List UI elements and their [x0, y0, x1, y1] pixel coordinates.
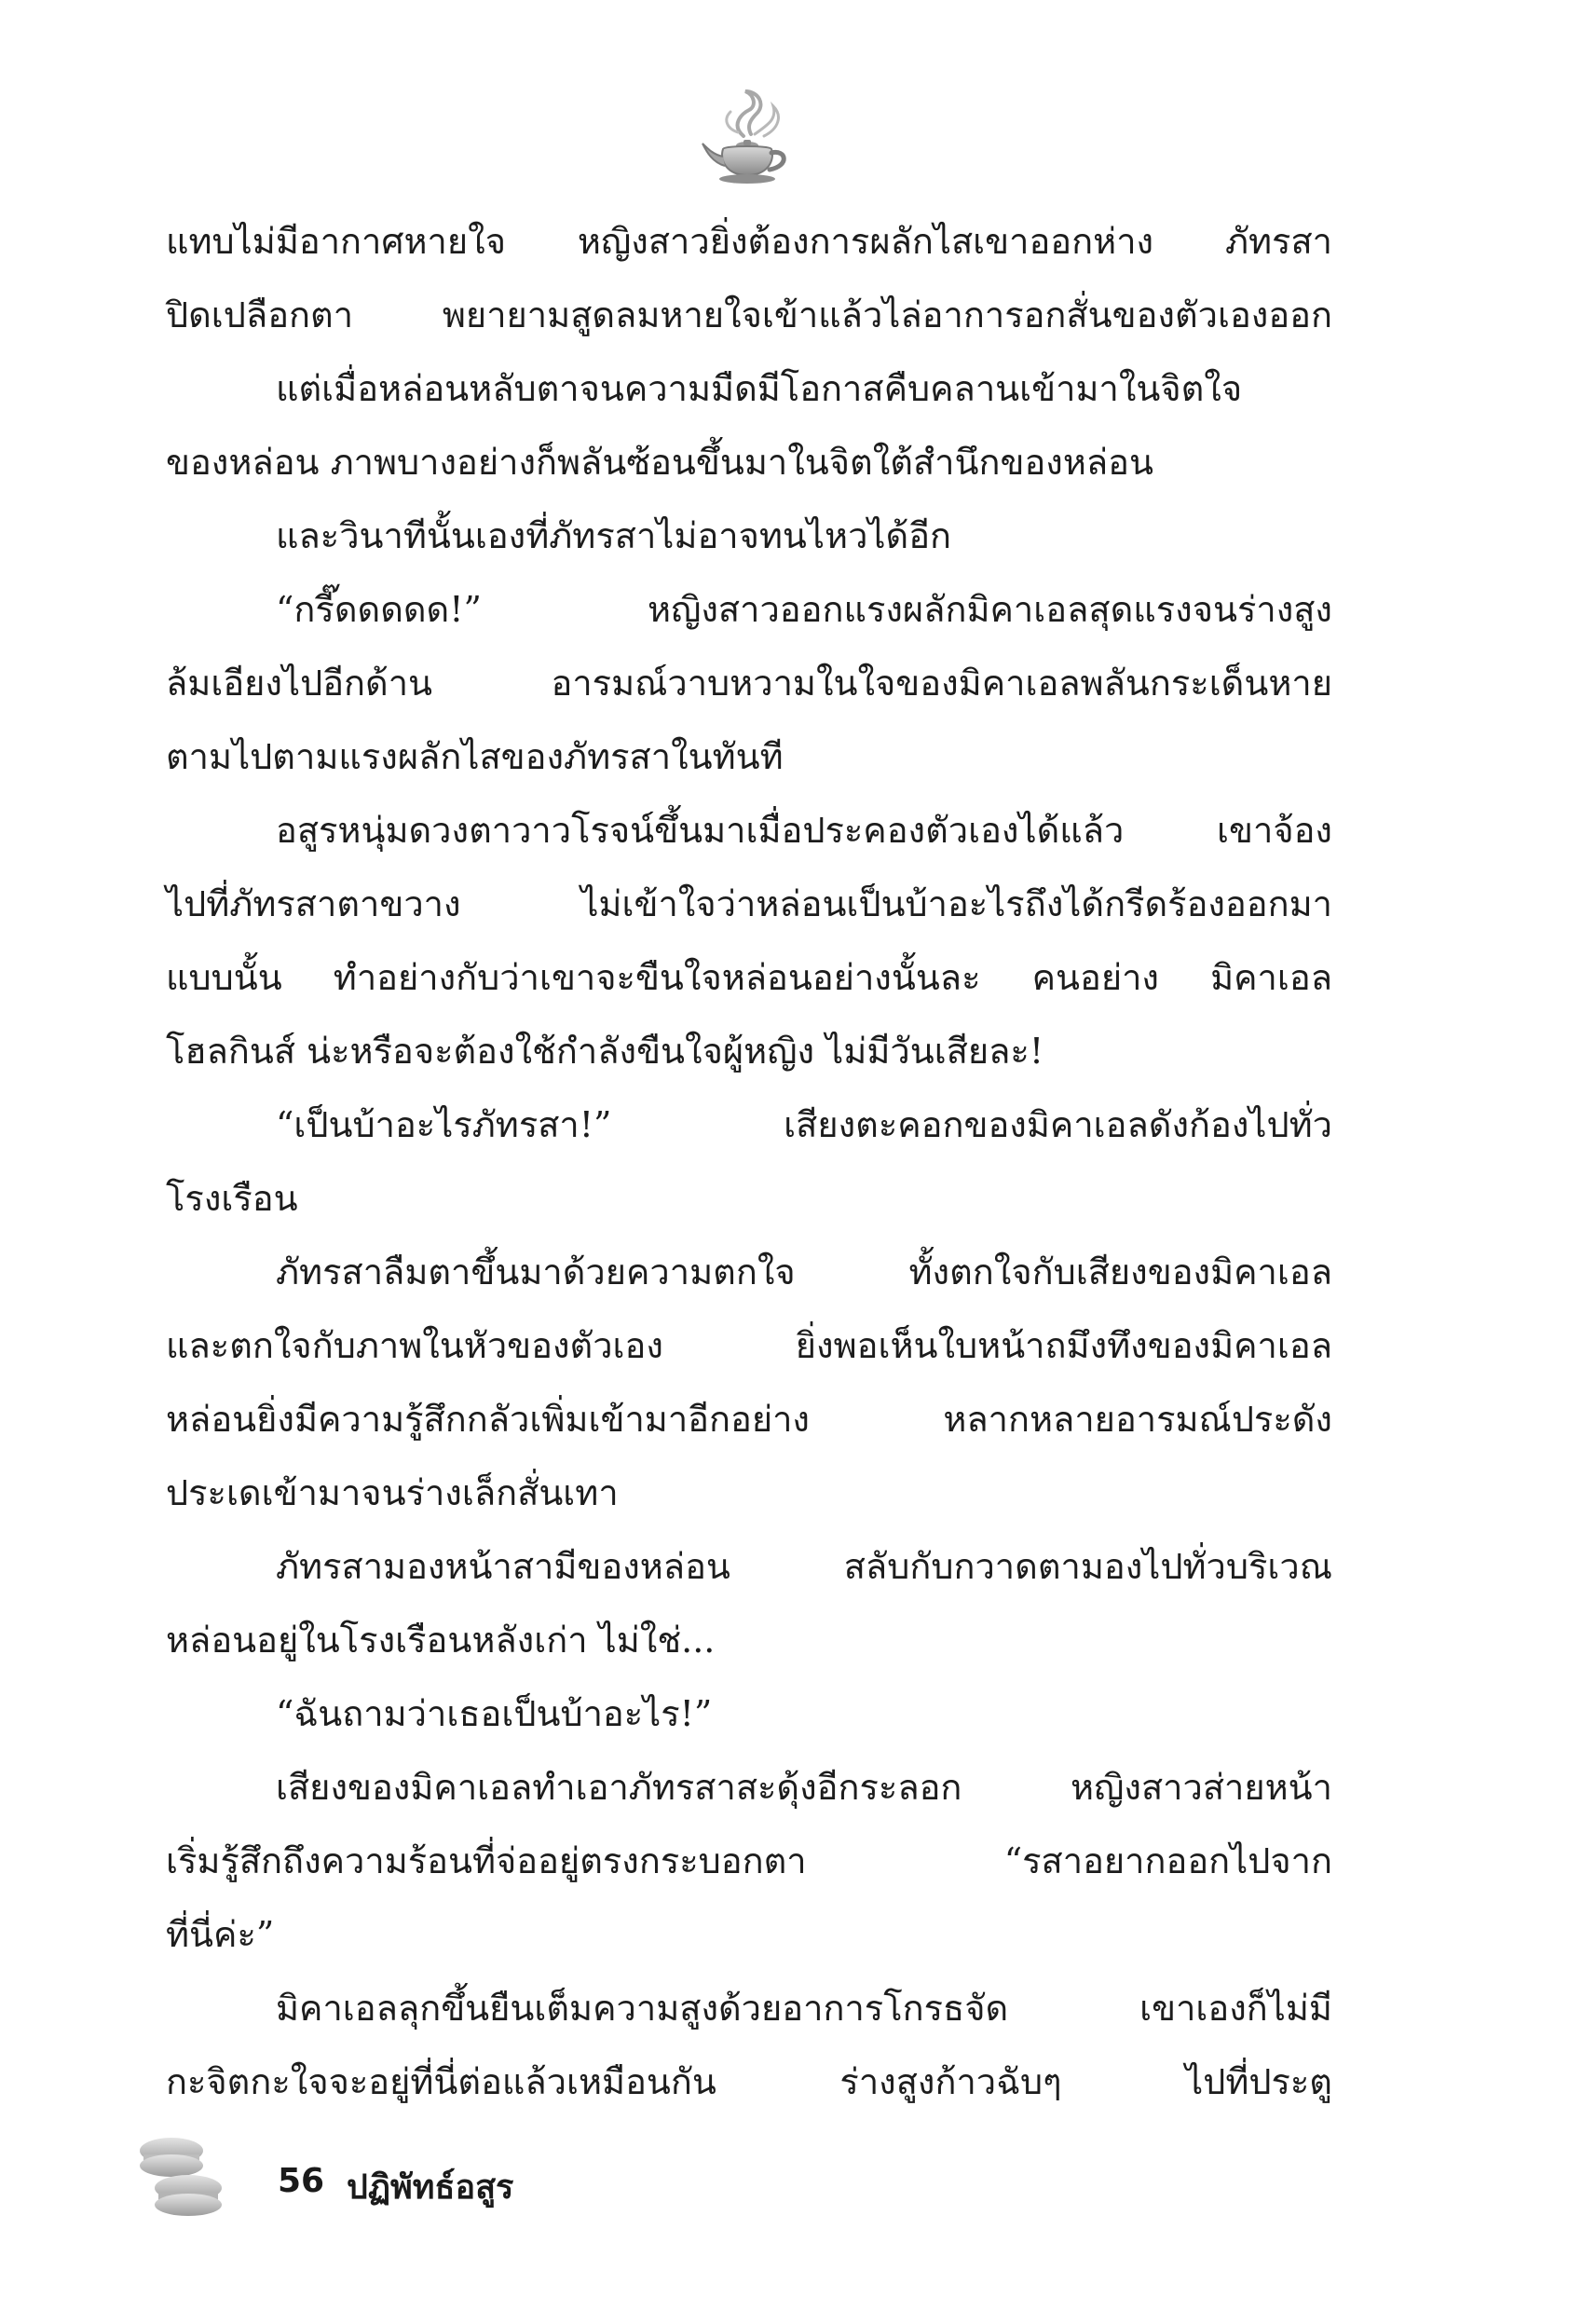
text-line: แทบไม่มีอากาศหายใจ หญิงสาวยิ่งต้องการผลักไสเขาออกห่าง ภัทรสา — [166, 221, 1332, 262]
page-footer — [130, 2126, 783, 2229]
text-line: โรงเรือน — [166, 1178, 298, 1219]
text-line: มิคาเอลลุกขึ้นยืนเต็มความสูงด้วยอาการโกรธจัด เขาเองก็ไม่มี — [276, 1988, 1332, 2029]
macarons-icon — [130, 2126, 261, 2229]
teapot-icon — [689, 82, 805, 194]
text-line: กะจิตกะใจจะอยู่ที่นี่ต่อแล้วเหมือนกัน ร่างสูงก้าวฉับๆ ไปที่ประตู — [166, 2061, 1332, 2102]
text-line: ที่นี่ค่ะ” — [166, 1914, 275, 1955]
text-line: อสูรหนุ่มดวงตาวาวโรจน์ขึ้นมาเมื่อประคองตัวเองได้แล้ว เขาจ้อง — [276, 810, 1332, 851]
text-line: หล่อนยิ่งมีความรู้สึกกลัวเพิ่มเข้ามาอีกอย่าง หลากหลายอารมณ์ประดัง — [166, 1399, 1332, 1440]
text-line: ประเดเข้ามาจนร่างเล็กสั่นเทา — [166, 1472, 619, 1513]
body-text — [166, 205, 1332, 2119]
text-line: และตกใจกับภาพในหัวของตัวเอง ยิ่งพอเห็นใบหน้าถมึงทึงของมิคาเอล — [166, 1325, 1332, 1366]
text-line: ตามไปตามแรงผลักไสของภัทรสาในทันที — [166, 736, 784, 777]
text-line: ปิดเปลือกตา พยายามสูดลมหายใจเข้าแล้วไล่อาการอกสั่นของตัวเองออก — [166, 294, 1332, 335]
page-number: 56 — [278, 2162, 325, 2200]
text-line: “เป็นบ้าอะไรภัทรสา!” เสียงตะคอกของมิคาเอลดังก้องไปทั่ว — [276, 1104, 1332, 1145]
text-line: โฮลกินส์ น่ะหรือจะต้องใช้กำลังขืนใจผู้หญิง ไม่มีวันเสียละ! — [166, 1031, 1044, 1072]
text-line: หล่อนอยู่ในโรงเรือนหลังเก่า ไม่ใช่... — [166, 1620, 716, 1661]
text-line: ภัทรสามองหน้าสามีของหล่อน สลับกับกวาดตามองไปทั่วบริเวณ — [276, 1546, 1332, 1587]
text-line: เสียงของมิคาเอลทำเอาภัทรสาสะดุ้งอีกระลอก หญิงสาวส่ายหน้า — [276, 1767, 1332, 1808]
text-line: “กรี๊ดดดดด!” หญิงสาวออกแรงผลักมิคาเอลสุดแรงจนร่างสูง — [276, 589, 1332, 630]
text-line: แต่เมื่อหล่อนหลับตาจนความมืดมีโอกาสคืบคลานเข้ามาในจิตใจ — [276, 368, 1243, 409]
text-line: ล้มเอียงไปอีกด้าน อารมณ์วาบหวามในใจของมิคาเอลพลันกระเด็นหาย — [166, 663, 1332, 704]
text-line: ของหล่อน ภาพบางอย่างก็พลันซ้อนขึ้นมาในจิตใต้สำนึกของหล่อน — [166, 442, 1153, 483]
text-line: “ฉันถามว่าเธอเป็นบ้าอะไร!” — [276, 1693, 713, 1734]
text-line: เริ่มรู้สึกถึงความร้อนที่จ่ออยู่ตรงกระบอกตา “รสาอยากออกไปจาก — [166, 1840, 1332, 1881]
text-line: ภัทรสาลืมตาขึ้นมาด้วยความตกใจ ทั้งตกใจกับเสียงของมิคาเอล — [276, 1251, 1332, 1292]
text-line: และวินาทีนั้นเองที่ภัทรสาไม่อาจทนไหวได้อีก — [276, 515, 952, 556]
text-line: ไปที่ภัทรสาตาขวาง ไม่เข้าใจว่าหล่อนเป็นบ้าอะไรถึงได้กรีดร้องออกมา — [166, 883, 1332, 924]
book-title: ปฏิพัทธ์อสูร — [347, 2168, 514, 2207]
text-line: แบบนั้น ทำอย่างกับว่าเขาจะขืนใจหล่อนอย่างนั้นละ คนอย่าง มิคาเอล — [166, 957, 1332, 998]
